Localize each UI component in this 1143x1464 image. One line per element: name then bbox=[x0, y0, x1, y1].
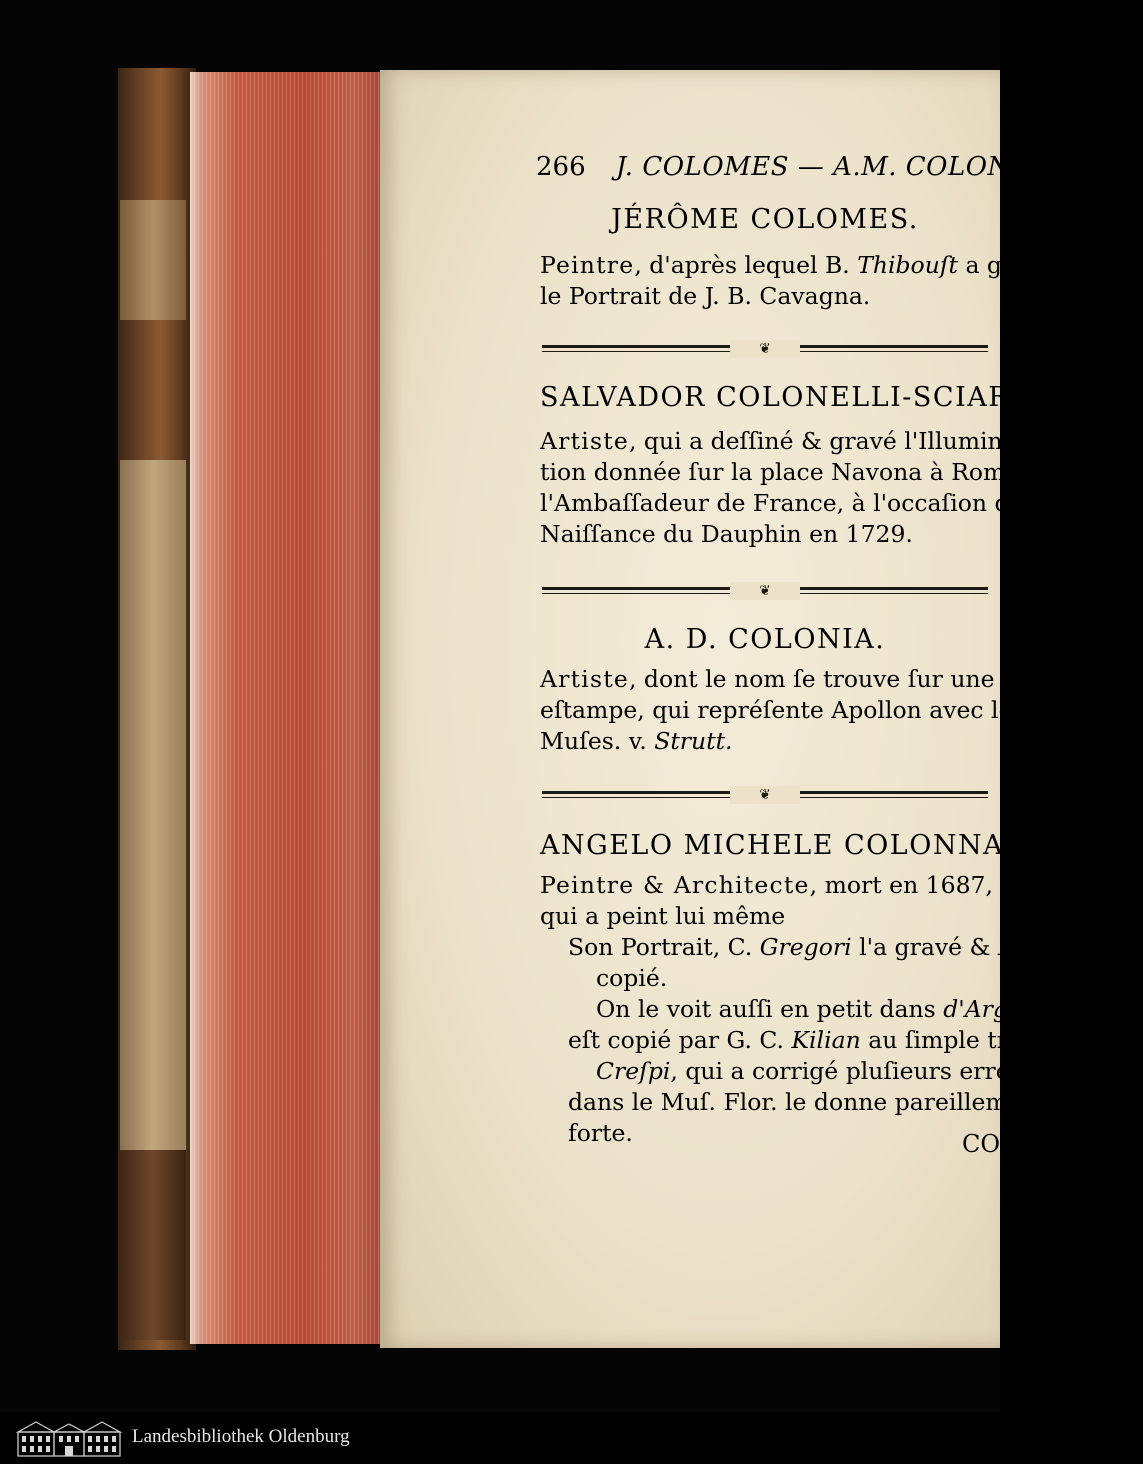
text-line: forte. bbox=[568, 1119, 633, 1147]
entry-heading: JÉRÔME COLOMES. bbox=[611, 204, 919, 235]
text-line: Peintre, d'après lequel B. Thibouſt a gravé bbox=[540, 251, 1055, 279]
text-line: Naiſſance du Dauphin en 1729. bbox=[540, 520, 913, 548]
running-head bbox=[536, 152, 1063, 182]
fleuron-icon: ❦ bbox=[730, 582, 800, 600]
text-line: eſtampe, qui repréſente Apollon avec les bbox=[540, 696, 1025, 724]
text-line: Peintre & Architecte, mort en 1687, bbox=[540, 871, 993, 899]
text-line: qui a peint lui même bbox=[540, 902, 786, 930]
text-line: copié. bbox=[596, 964, 668, 992]
text-line: tion donnée ſur la place Navona à Rome par bbox=[540, 458, 1067, 486]
ornamental-rule bbox=[542, 788, 988, 802]
running-title: J. COLOMES — A.M. COLONNA. bbox=[615, 152, 1063, 182]
text-line: Artiste, qui a deſſiné & gravé l'Illumina- bbox=[540, 427, 1025, 455]
text-line: Muſes. v. Strutt. bbox=[540, 727, 733, 755]
ornamental-rule bbox=[542, 342, 988, 356]
entry-body bbox=[540, 664, 1025, 757]
entry-heading: A. D. COLONIA. bbox=[644, 624, 886, 655]
library-name: Landesbibliothek Oldenburg bbox=[132, 1426, 350, 1447]
library-building-icon bbox=[14, 1418, 124, 1458]
fleuron-icon: ❦ bbox=[730, 786, 800, 804]
text-line: Son Portrait, C. Gregori l'a gravé & Eredi l'a bbox=[568, 933, 1099, 961]
text-line: On le voit auſſi en petit dans d'Argenville qui bbox=[596, 995, 1132, 1023]
text-line: le Portrait de J. B. Cavagna. bbox=[540, 282, 871, 310]
ornamental-rule bbox=[542, 584, 988, 598]
red-page-edges bbox=[190, 72, 382, 1344]
binding-band-middle bbox=[120, 460, 186, 1150]
entry-body bbox=[540, 426, 1067, 550]
binding-band-bottom bbox=[120, 1150, 186, 1340]
entry-body bbox=[540, 250, 1055, 312]
catchword: COL bbox=[962, 1130, 1016, 1158]
text-line: Creſpi, qui a corrigé pluſieurs erreurs gliſſées bbox=[596, 1057, 1143, 1085]
text-line: l'Ambaſſadeur de France, à l'occaſion de la bbox=[540, 489, 1053, 517]
binding-band-top bbox=[120, 200, 186, 320]
entry-heading: ANGELO MICHELE COLONNA. bbox=[540, 830, 1015, 861]
text-line: dans le Muſ. Flor. le donne pareillement à l'eau- bbox=[568, 1088, 1141, 1116]
entry-heading: SALVADOR COLONELLI-SCIARA. bbox=[540, 382, 1042, 413]
fleuron-icon: ❦ bbox=[730, 340, 800, 358]
page-number: 266 bbox=[536, 152, 586, 182]
text-line: eſt copié par G. C. Kilian au ſimple trait. bbox=[568, 1026, 1047, 1054]
text-line: Artiste, dont le nom ſe trouve ſur une bbox=[540, 665, 995, 693]
